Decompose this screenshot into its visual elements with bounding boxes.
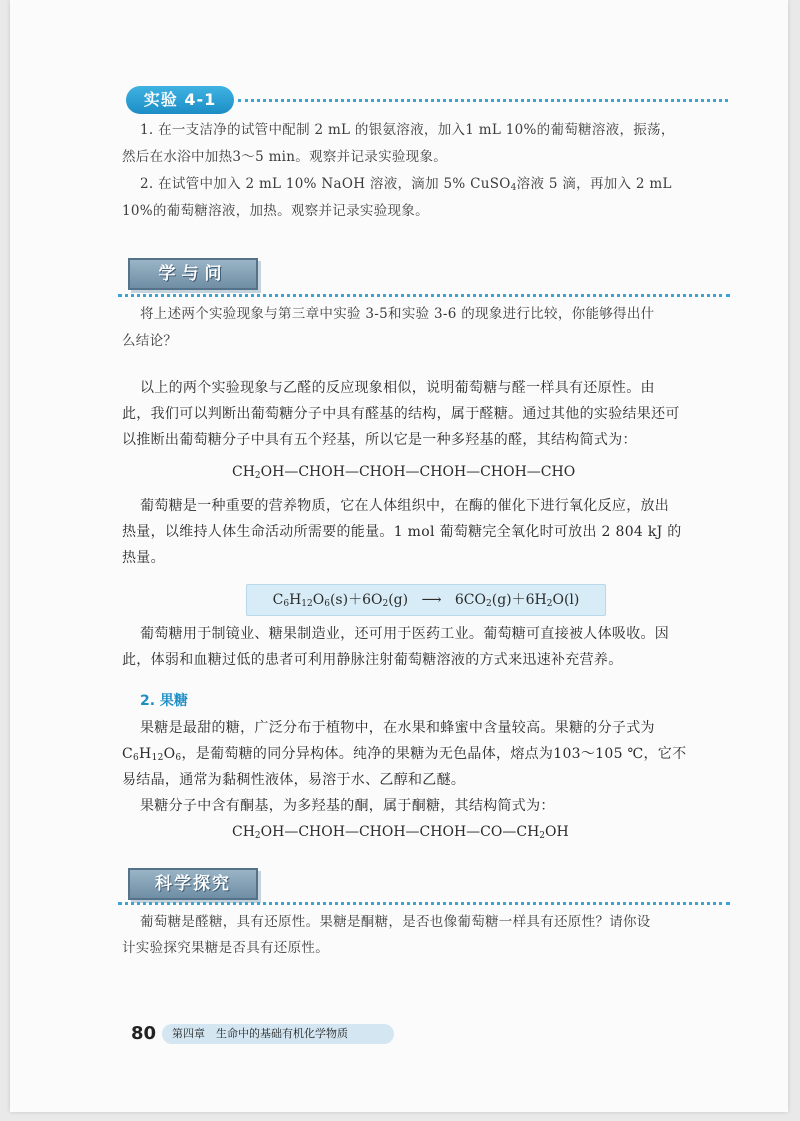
experiment-step1-line2: 然后在水浴中加热3～5 min。观察并记录实验现象。	[122, 149, 448, 165]
para2-line2: 热量，以维持人体生命活动所需要的能量。1 mol 葡萄糖完全氧化时可放出 2 804 kJ 的	[122, 524, 682, 540]
learn-ask-banner: 学与问	[128, 258, 258, 290]
experiment-title-badge: 实验 4-1	[126, 86, 234, 114]
experiment-step1-line1: 1. 在一支洁净的试管中配制 2 mL 的银氨溶液，加入1 mL 10%的葡萄糖溶液，振荡，	[140, 122, 675, 138]
para1-line1: 以上的两个实验现象与乙醛的反应现象相似，说明葡萄糖与醛一样具有还原性。由	[140, 380, 655, 396]
para1-line3: 以推断出葡萄糖分子中具有五个羟基，所以它是一种多羟基的醛，其结构简式为：	[122, 432, 637, 448]
page-number: 80	[131, 1023, 157, 1044]
fructose-line1: 果糖是最甜的糖，广泛分布于植物中，在水果和蜂蜜中含量较高。果糖的分子式为	[140, 720, 655, 736]
reaction-arrow-icon: ⟶	[421, 592, 442, 608]
fructose-structural-formula: $CH_2OH—CHOH—CHOH—CHOH—CO—CH_2OH$	[232, 824, 569, 841]
experiment-divider	[238, 99, 728, 102]
glucose-structural-formula: $CH_2OH—CHOH—CHOH—CHOH—CHOH—CHO$	[232, 464, 576, 481]
fructose-line4: 果糖分子中含有酮基，为多羟基的酮，属于酮糖，其结构简式为：	[140, 798, 555, 814]
explore-line1: 葡萄糖是醛糖，具有还原性。果糖是酮糖，是否也像葡萄糖一样具有还原性？请你设	[140, 914, 651, 930]
experiment-step2-line1: 2. 在试管中加入 2 mL 10% NaOH 溶液，滴加 5% CuSO$_4$溶液 5 滴，再加入 2 mL	[140, 176, 672, 193]
para2-line1: 葡萄糖是一种重要的营养物质，它在人体组织中，在酶的催化下进行氧化反应，放出	[140, 498, 670, 514]
science-explore-banner: 科学探究	[128, 868, 258, 900]
para2-line3: 热量。	[122, 550, 165, 566]
fructose-line2: $C_6H_{12}O_6$，是葡萄糖的同分异构体。纯净的果糖为无色晶体，熔点为103～105 ℃，它不	[122, 746, 687, 763]
chapter-footer-label: 第四章 生命中的基础有机化学物质	[162, 1024, 394, 1044]
learn-ask-divider	[118, 294, 730, 297]
glucose-oxidation-equation: $C_6H_{12}O_6(s)+6O_2(g)$ ⟶ $6CO_2(g)+6H_2O(l)$	[246, 584, 606, 616]
para3-line1: 葡萄糖用于制镜业、糖果制造业，还可用于医药工业。葡萄糖可直接被人体吸收。因	[140, 626, 670, 642]
para3-line2: 此，体弱和血糖过低的患者可利用静脉注射葡萄糖溶液的方式来迅速补充营养。	[122, 652, 623, 668]
science-explore-divider	[118, 902, 730, 905]
para1-line2: 此，我们可以判断出葡萄糖分子中具有醛基的结构，属于醛糖。通过其他的实验结果还可	[122, 406, 680, 422]
textbook-page	[10, 0, 788, 1112]
learn-ask-line2: 么结论？	[122, 333, 178, 349]
fructose-line3: 易结晶，通常为黏稠性液体，易溶于水、乙醇和乙醚。	[122, 772, 466, 788]
explore-line2: 计实验探究果糖是否具有还原性。	[122, 940, 329, 956]
learn-ask-line1: 将上述两个实验现象与第三章中实验 3-5和实验 3-6 的现象进行比较，你能够得出什	[140, 306, 655, 322]
fructose-heading: 2. 果糖	[140, 693, 188, 709]
experiment-step2-line2: 10%的葡萄糖溶液，加热。观察并记录实验现象。	[122, 203, 429, 219]
